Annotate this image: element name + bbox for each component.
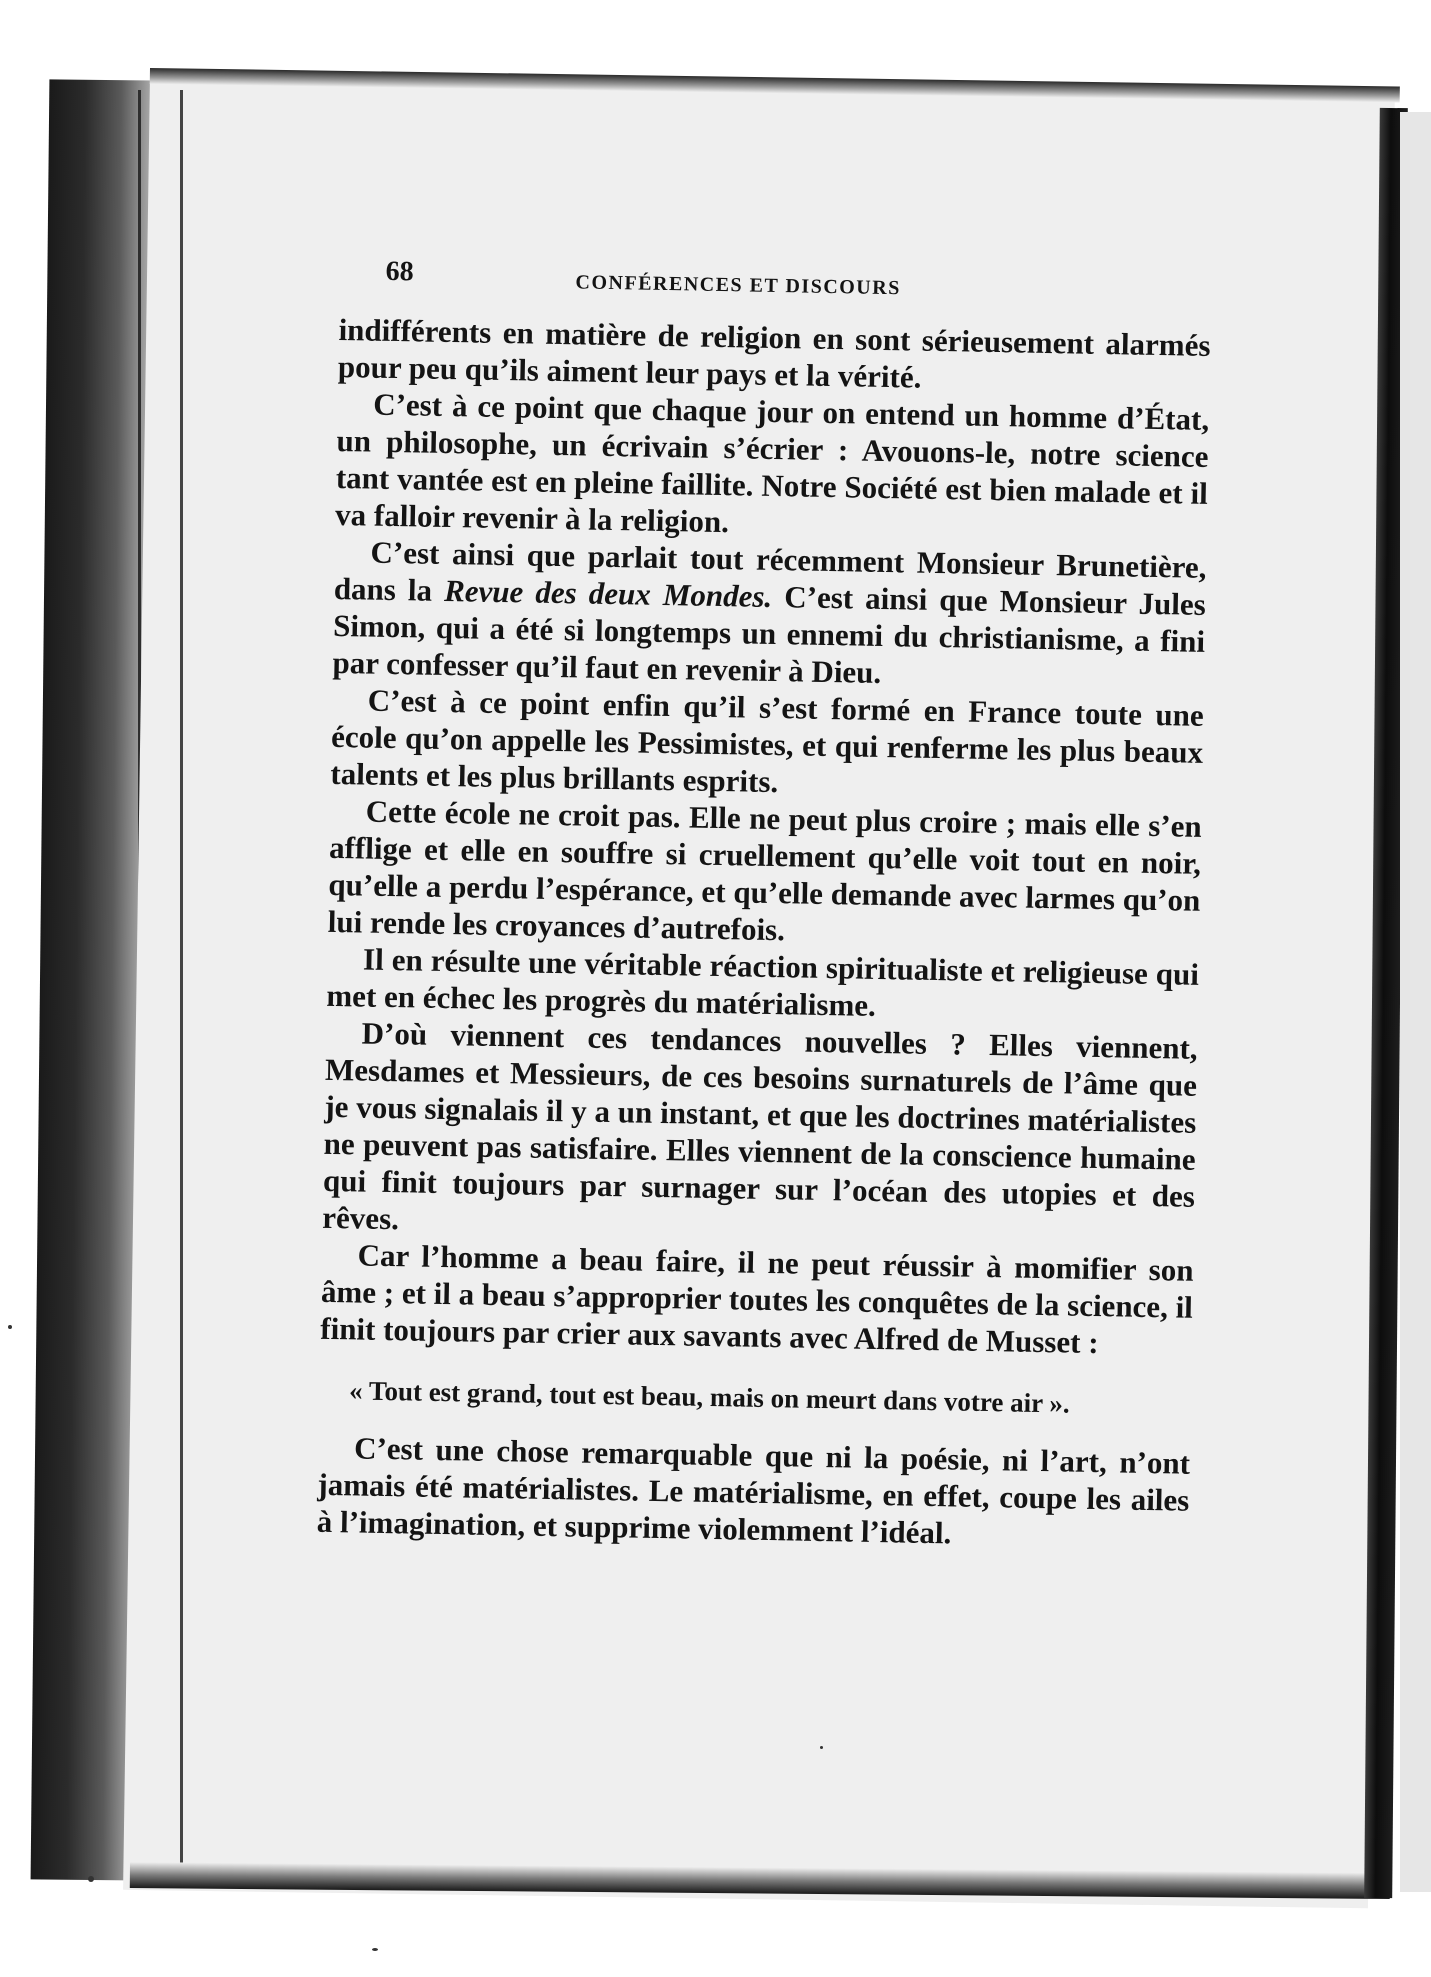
next-page-strip	[1400, 112, 1431, 1892]
paragraph: Car l’homme a beau faire, il ne peut réussir à momifier son âme ; et il a beau s’approprier toutes les conquêtes de la science, il finit toujours par crier aux savants avec Alfred de Musset :	[320, 1237, 1194, 1361]
paragraph: C’est à ce point que chaque jour on entend un homme d’État, un philosophe, un écrivain s’écrier : Avouons-le, notre science tant vantée est en pleine faillite. Notre Société est bien malade et il va falloir revenir à la religion.	[334, 386, 1210, 540]
page-fold-line	[180, 90, 183, 1870]
scan-speck	[88, 1876, 94, 1882]
paragraph-text: C’est ainsi que Monsieur Jules Simon, qui a été si longtemps un ennemi du christianisme, a fini par confesser qu’il faut en revenir à Dieu.	[332, 578, 1207, 690]
paragraph: Il en résulte une véritable réaction spiritualiste et religieuse qui met en échec les progrès du matérialisme.	[326, 941, 1200, 1023]
running-head: CONFÉRENCES ET DISCOURS	[575, 271, 901, 300]
paragraph: Cette école ne croit pas. Elle ne peut plus croire ; mais elle s’en afflige et elle en souffre si cruellement qu’elle voit tout en noir, qu’elle a perdu l’espérance, et qu’elle demande avec larmes qu’on lui rende les croyances d’autrefois.	[327, 793, 1202, 948]
scan-speck	[8, 1325, 12, 1329]
paragraph	[332, 533, 1207, 697]
paragraph: indifférents en matière de religion en sont sérieusement alarmés pour peu qu’ils aiment leur pays et la vérité.	[337, 311, 1211, 395]
paragraph: C’est une chose remarquable que ni la poésie, ni l’art, n’ont jamais été matérialistes. Le matérialisme, en effet, coupe les ailes à l’imagination, et supprime violemment l’idéal.	[316, 1430, 1191, 1551]
page-number: 68	[385, 255, 414, 288]
scan-speck	[372, 1948, 378, 1951]
verse-quote: « Tout est grand, tout est beau, mais on meurt dans votre air ».	[348, 1375, 1070, 1419]
page-text	[316, 255, 1211, 1556]
paragraph: D’où viennent ces tendances nouvelles ? Elles viennent, Mesdames et Messieurs, de ces besoins surnaturels de l’âme que je vous signalais il y a un instant, et que les doctrines matérialistes ne peuvent pas satisfaire. Elles viennent de la conscience humaine qui finit toujours par surnager sur l’océan des utopies et des rêves.	[322, 1015, 1198, 1237]
scan-speck	[820, 1746, 823, 1749]
paragraph: C’est à ce point enfin qu’il s’est formé en France toute une école qu’on appelle les Pessimistes, et qui renferme les plus beaux talents et les plus brillants esprits.	[330, 682, 1205, 800]
paragraph-text: C’est ainsi que parlait tout récemment Monsieur Brunetière, dans la	[333, 534, 1207, 608]
journal-title: Revue des deux Mondes.	[443, 572, 773, 614]
